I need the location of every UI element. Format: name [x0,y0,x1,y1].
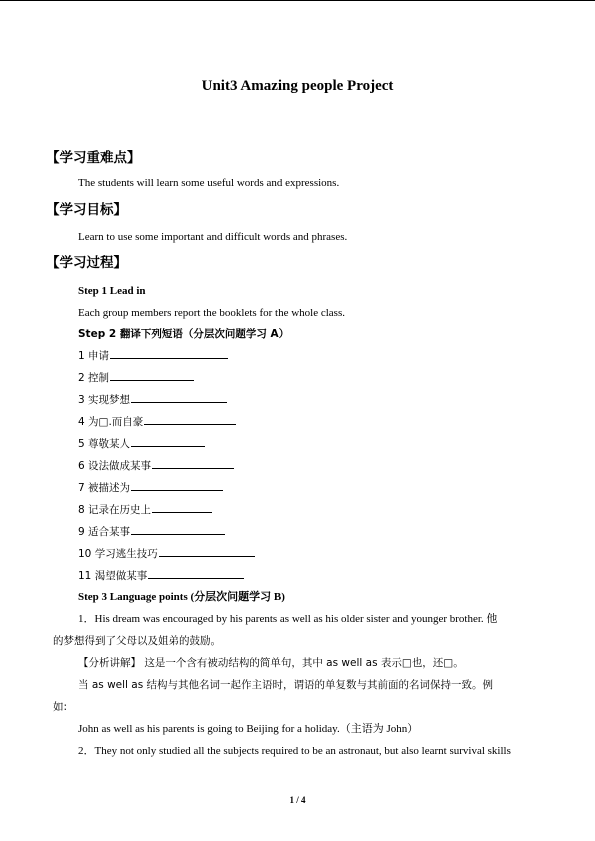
answer-blank[interactable] [159,546,255,557]
step1-heading: Step 1 Lead in [78,285,146,297]
analysis-text: 【分析讲解】 这是一个含有被动结构的简单句，其中 as well as 表示□也，还□。 [78,657,464,669]
answer-blank[interactable] [131,524,225,535]
phrase-item: 3 实现梦想 [78,392,227,407]
step3-heading: Step 3 Language points (分层次问题学习 B) [78,591,285,603]
step2-heading: Step 2 翻译下列短语（分层次问题学习 A） [78,328,290,340]
phrase-item: 10 学习逃生技巧 [78,546,255,561]
phrase-item: 7 被描述为 [78,480,223,495]
point1-line1: 1．His dream was encouraged by his parents as well as his older sister and younger brother. 他 [78,613,498,625]
key-points-text: The students will learn some useful words and expressions. [78,177,340,189]
page-title: Unit3 Amazing people Project [201,78,394,94]
answer-blank[interactable] [148,568,244,579]
note-line1: 当 as well as 结构与其他名词一起作主语时，谓语的单复数与其前面的名词保持一致。例 [78,679,494,691]
phrase-item: 5 尊敬某人 [78,436,205,451]
phrase-item: 9 适合某事 [78,524,225,539]
answer-blank[interactable] [110,348,228,359]
section-objectives: 【学习目标】 [46,202,127,218]
top-rule [0,0,595,1]
answer-blank[interactable] [144,414,236,425]
answer-blank[interactable] [131,436,205,447]
phrase-item: 11 渴望做某事 [78,568,244,583]
phrase-item: 1 申请 [78,348,228,363]
answer-blank[interactable] [131,480,223,491]
answer-blank[interactable] [152,458,234,469]
phrase-item: 4 为□.而自豪 [78,414,236,429]
page-number: 1 / 4 [289,795,306,805]
note-line2: 如: [53,701,68,713]
section-process: 【学习过程】 [46,255,127,271]
answer-blank[interactable] [110,370,194,381]
phrase-item: 6 设法做成某事 [78,458,234,473]
section-key-points: 【学习重难点】 [46,150,141,166]
answer-blank[interactable] [131,392,227,403]
objectives-text: Learn to use some important and difficult words and phrases. [78,231,348,243]
phrase-item: 8 记录在历史上 [78,502,212,517]
example-sentence: John as well as his parents is going to Beijing for a holiday.（主语为 John） [78,723,419,735]
point2-line1: 2．They not only studied all the subjects required to be an astronaut, but also learnt survival skills [78,745,511,757]
answer-blank[interactable] [152,502,212,513]
point1-line2: 的梦想得到了父母以及姐弟的鼓励。 [53,635,221,647]
phrase-item: 2 控制 [78,370,194,385]
step1-text: Each group members report the booklets for the whole class. [78,307,345,319]
